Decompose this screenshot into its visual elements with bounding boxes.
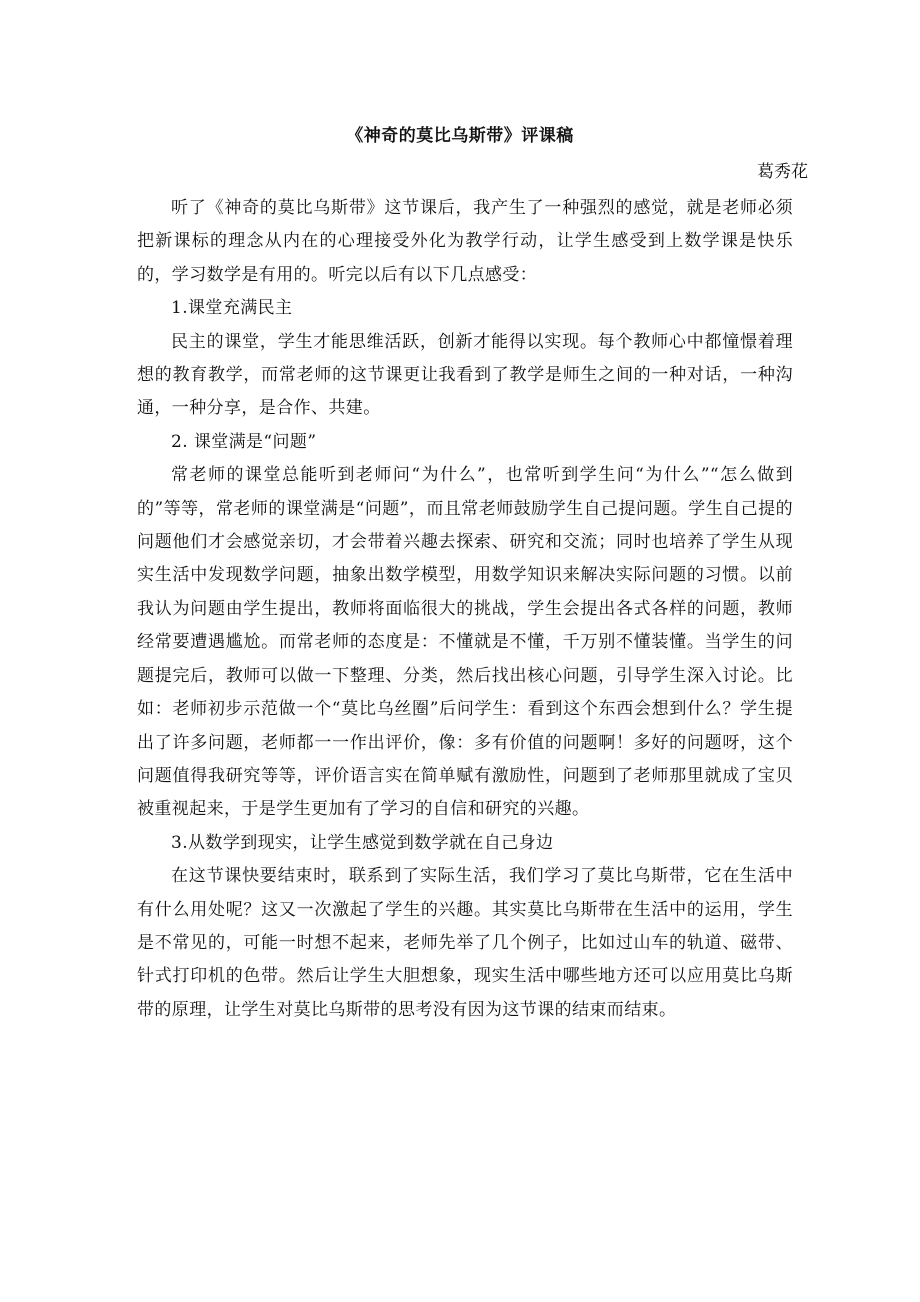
section-heading-1: 1.课堂充满民主 <box>171 298 293 319</box>
author-name: 葛秀花 <box>757 162 808 182</box>
section-heading-3: 3.从数学到现实，让学生感觉到数学就在自己身边 <box>171 832 554 853</box>
section-2-paragraph: 常老师的课堂总能听到老师问“为什么”，也常听到学生问“为什么”“怎么做到的”等等，常老师的课堂满是“问题”，而且常老师鼓励学生自己提问题。学生自己提的问题他们才会感觉亲切，才会带着兴趣去探索、研究和交流；同时也培养了学生从现实生活中发现数学问题，抽象出数学模型，用数学知识来解决实际问题的习惯。以前我认为问题由学生提出，教师将面临很大的挑战，学生会提出各式各样的问题，教师经常要遭遇尴尬。而常老师的态度是：不懂就是不懂，千万别不懂装懂。当学生的问题提完后，教师可以做一下整理、分类，然后找出核心问题，引导学生深入讨论。比如：老师初步示范做一个“莫比乌丝圈”后问学生：看到这个东西会想到什么？学生提出了许多问题，老师都一一作出评价，像：多有价值的问题啊！多好的问题呀，这个问题值得我研究等等，评价语言实在简单赋有激励性，问题到了老师那里就成了宝贝被重视起来，于是学生更加有了学习的自信和研究的兴趣。 <box>137 465 793 820</box>
section-1-paragraph: 民主的课堂，学生才能思维活跃，创新才能得以实现。每个教师心中都憧憬着理想的教育教学，而常老师的这节课更让我看到了教学是师生之间的一种对话，一种沟通，一种分享，是合作、共建。 <box>137 331 793 419</box>
section-heading-2: 2. 课堂满是“问题” <box>171 431 317 452</box>
document-title: 《神奇的莫比乌斯带》评课稿 <box>346 126 574 146</box>
document-body <box>137 192 793 1027</box>
section-3-paragraph: 在这节课快要结束时，联系到了实际生活，我们学习了莫比乌斯带，它在生活中有什么用处呢？这又一次激起了学生的兴趣。其实莫比乌斯带在生活中的运用，学生是不常见的，可能一时想不起来，老师先举了几个例子，比如过山车的轨道、磁带、针式打印机的色带。然后让学生大胆想象，现实生活中哪些地方还可以应用莫比乌斯带的原理，让学生对莫比乌斯带的思考没有因为这节课的结束而结束。 <box>137 866 793 1020</box>
intro-paragraph: 听了《神奇的莫比乌斯带》这节课后，我产生了一种强烈的感觉，就是老师必须把新课标的理念从内在的心理接受外化为教学行动，让学生感受到上数学课是快乐的，学习数学是有用的。听完以后有以下几点感受： <box>137 198 793 285</box>
